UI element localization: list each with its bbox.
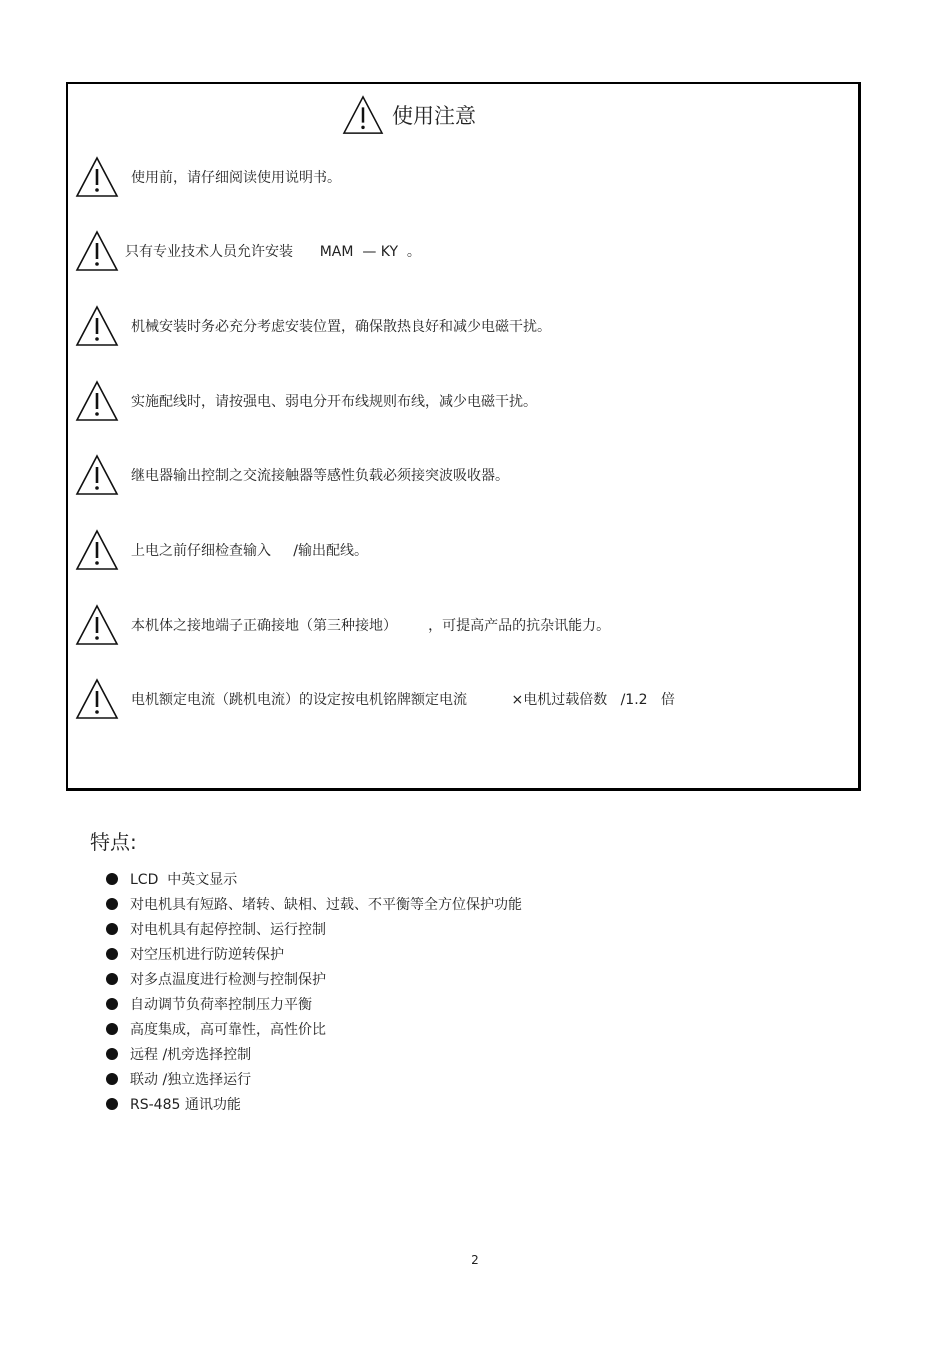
bullet-icon	[106, 998, 118, 1010]
warning-item-text: 电机额定电流（跳机电流）的设定按电机铭牌额定电流 ×电机过载倍数 /1.2 倍	[131, 692, 675, 708]
feature-item	[106, 1041, 522, 1066]
features-list	[106, 866, 522, 1116]
warning-icon	[342, 95, 384, 135]
feature-item	[106, 941, 522, 966]
feature-item	[106, 916, 522, 941]
warning-item-text: 只有专业技术人员允许安装 MAM — KY 。	[125, 244, 421, 260]
feature-item	[106, 966, 522, 991]
bullet-icon	[106, 1048, 118, 1060]
warning-item-text: 使用前，请仔细阅读使用说明书。	[131, 170, 341, 186]
feature-text: 远程 /机旁选择控制	[130, 1046, 252, 1063]
feature-text: 自动调节负荷率控制压力平衡	[130, 996, 312, 1013]
warning-icon	[75, 454, 119, 496]
warning-icon	[75, 156, 119, 198]
warning-item-text: 上电之前仔细检查输入 /输出配线。	[131, 543, 368, 559]
warning-item-text: 本机体之接地端子正确接地（第三种接地） ，可提高产品的抗杂讯能力。	[131, 618, 611, 634]
feature-text: RS-485 通讯功能	[130, 1096, 241, 1113]
warning-icon	[75, 230, 119, 272]
warning-item-text: 继电器输出控制之交流接触器等感性负载必须接突波吸收器。	[131, 468, 509, 484]
features-heading: 特点:	[90, 830, 137, 854]
feature-item	[106, 1016, 522, 1041]
bullet-icon	[106, 923, 118, 935]
warning-icon	[75, 604, 119, 646]
bullet-icon	[106, 973, 118, 985]
warning-icon	[75, 305, 119, 347]
warning-item	[75, 305, 551, 347]
warning-icon	[75, 380, 119, 422]
feature-text: LCD 中英文显示	[130, 871, 238, 888]
feature-item	[106, 866, 522, 891]
bullet-icon	[106, 873, 118, 885]
warning-title: 使用注意	[392, 104, 476, 128]
bullet-icon	[106, 1073, 118, 1085]
warning-title-row	[342, 94, 476, 136]
bullet-icon	[106, 898, 118, 910]
warning-item-text: 实施配线时，请按强电、弱电分开布线规则布线，减少电磁干扰。	[131, 394, 537, 410]
feature-item	[106, 1066, 522, 1091]
warning-item	[75, 678, 675, 720]
warning-item	[75, 380, 537, 422]
feature-text: 联动 /独立选择运行	[130, 1071, 252, 1088]
bullet-icon	[106, 948, 118, 960]
warning-item	[75, 604, 610, 646]
warning-item-text: 机械安装时务必充分考虑安装位置，确保散热良好和减少电磁干扰。	[131, 319, 551, 335]
feature-text: 高度集成，高可靠性，高性价比	[130, 1021, 326, 1038]
warning-item	[75, 230, 421, 272]
page-number: 2	[471, 1253, 479, 1267]
warning-box	[66, 82, 861, 791]
feature-item	[106, 891, 522, 916]
warning-item	[75, 529, 368, 571]
warning-item	[75, 156, 341, 198]
bullet-icon	[106, 1098, 118, 1110]
warning-icon	[75, 529, 119, 571]
feature-item	[106, 991, 522, 1016]
warning-item	[75, 454, 509, 496]
feature-text: 对空压机进行防逆转保护	[130, 946, 284, 963]
warning-icon	[75, 678, 119, 720]
feature-text: 对电机具有起停控制、运行控制	[130, 921, 326, 938]
feature-item	[106, 1091, 522, 1116]
feature-text: 对电机具有短路、堵转、缺相、过载、不平衡等全方位保护功能	[130, 896, 522, 913]
feature-text: 对多点温度进行检测与控制保护	[130, 971, 326, 988]
bullet-icon	[106, 1023, 118, 1035]
